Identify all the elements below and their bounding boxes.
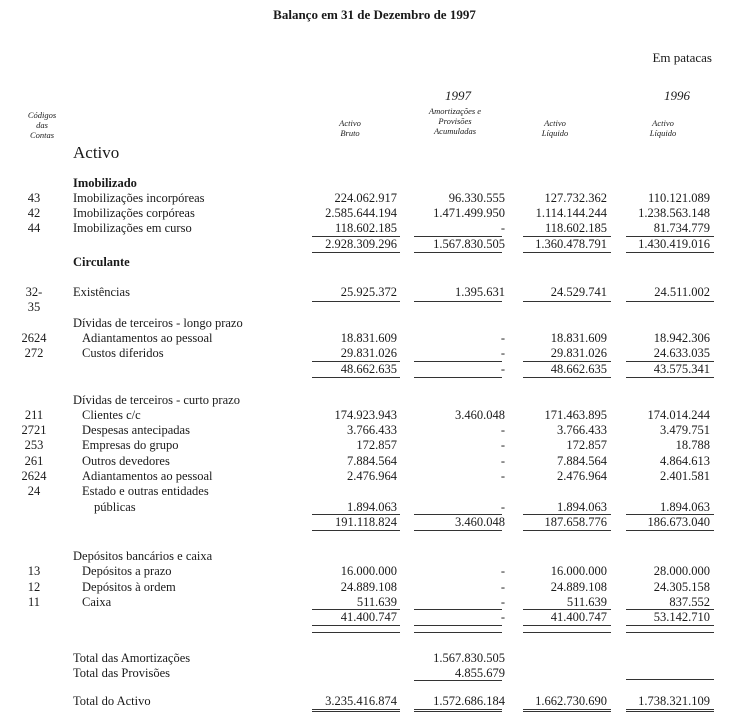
row-label: Dívidas de terceiros - curto prazo: [73, 393, 240, 407]
cell-gross: 2.928.309.296: [325, 237, 397, 251]
row-label: Clientes c/c: [82, 408, 141, 422]
row-label: Custos diferidos: [82, 346, 164, 360]
header-amort-line: Acumuladas: [433, 126, 477, 136]
cell-amort: -: [500, 438, 505, 452]
row-label: Estado e outras entidades: [82, 484, 209, 498]
cell-prev: 24.633.035: [653, 346, 710, 360]
cell-amort: -: [500, 500, 505, 514]
rule: [312, 530, 400, 531]
rule: [312, 301, 400, 302]
cell-net: 3.766.433: [557, 423, 607, 437]
header-codes-line: das: [36, 120, 48, 130]
row-label: Imobilizado: [73, 176, 137, 190]
cell-prev: 4.864.613: [660, 454, 710, 468]
header-codes: [22, 110, 62, 140]
table-row: [0, 500, 749, 515]
row-code: 24: [27, 484, 41, 498]
cell-net: 16.000.000: [550, 564, 607, 578]
year-previous: 1996: [664, 88, 690, 103]
cell-gross: 7.884.564: [347, 454, 397, 468]
rule: [312, 709, 400, 710]
cell-amort: -: [500, 221, 505, 235]
year-current: 1997: [445, 88, 471, 103]
row-label: Outros devedores: [82, 454, 170, 468]
cell-amort: -: [500, 454, 505, 468]
table-row: [0, 580, 749, 595]
cell-amort: 1.567.830.505: [433, 237, 505, 251]
cell-gross: 16.000.000: [340, 564, 397, 578]
row-label: Despesas antecipadas: [82, 423, 190, 437]
cell-gross: 118.602.185: [334, 221, 397, 235]
grand-total-row: [0, 694, 749, 709]
group-header-row: [0, 316, 749, 331]
rule: [523, 530, 611, 531]
table-row: [0, 423, 749, 438]
rule: [312, 625, 400, 626]
page-title: Balanço em 31 de Dezembro de 1997: [273, 7, 476, 22]
row-code: 12: [27, 580, 41, 594]
row-label: Total do Activo: [73, 694, 151, 708]
row-code: 13: [27, 564, 41, 578]
cell-net: 24.529.741: [550, 285, 607, 299]
cell-net: 18.831.609: [550, 331, 607, 345]
table-row: [0, 595, 749, 610]
cell-prev: 53.142.710: [653, 610, 710, 624]
cell-prev: 43.575.341: [653, 362, 710, 376]
table-row: [0, 191, 749, 206]
rule: [414, 711, 502, 712]
cell-gross: 2.476.964: [347, 469, 397, 483]
cell-prev: 1.738.321.109: [638, 694, 710, 708]
cell-amort: 1.471.499.950: [433, 206, 505, 220]
cell-net: 1.114.144.244: [535, 206, 607, 220]
cell-amort: -: [500, 580, 505, 594]
header-net-prev-line: Líquido: [649, 128, 677, 138]
cell-gross: 3.766.433: [347, 423, 397, 437]
cell-net: 1.662.730.690: [535, 694, 607, 708]
cell-net: 48.662.635: [550, 362, 607, 376]
cell-prev: 1.238.563.148: [638, 206, 710, 220]
subtotal-row: [0, 237, 749, 252]
subtotal-row: [0, 515, 749, 530]
rule: [414, 377, 502, 378]
rule: [626, 301, 714, 302]
cell-prev: 81.734.779: [653, 221, 710, 235]
cell-prev: 24.511.002: [654, 285, 710, 299]
group-header-row: [0, 255, 749, 270]
row-label: Imobilizações em curso: [73, 221, 192, 235]
table-row: [0, 206, 749, 221]
row-code: 211: [24, 408, 44, 422]
rule: [414, 709, 502, 710]
rule: [523, 252, 611, 253]
row-label: Depósitos à ordem: [82, 580, 176, 594]
row-label: públicas: [94, 500, 136, 514]
cell-amort: -: [500, 469, 505, 483]
rule: [414, 252, 502, 253]
row-label: Dívidas de terceiros - longo prazo: [73, 316, 243, 330]
section-title-activo: Activo: [73, 143, 120, 162]
cell-amort: 1.572.686.184: [433, 694, 505, 708]
header-amort: [415, 106, 495, 136]
row-label: Adiantamentos ao pessoal: [82, 469, 213, 483]
row-code: 272: [24, 346, 44, 360]
row-code: 42: [27, 206, 41, 220]
subtotal-row: [0, 362, 749, 377]
row-code: 32-35: [25, 285, 43, 314]
row-label: Depósitos a prazo: [82, 564, 172, 578]
cell-amort: 3.460.048: [455, 408, 505, 422]
cell-gross: 224.062.917: [334, 191, 397, 205]
cell-gross: 41.400.747: [340, 610, 397, 624]
cell-gross: 24.889.108: [340, 580, 397, 594]
rule: [312, 711, 400, 712]
header-net-line: Líquido: [541, 128, 569, 138]
group-header-row: [0, 393, 749, 408]
cell-net: 171.463.895: [544, 408, 607, 422]
cell-net: 1.894.063: [557, 500, 607, 514]
cell-amort: -: [500, 564, 505, 578]
row-code: 261: [24, 454, 44, 468]
cell-prev: 1.430.419.016: [638, 237, 710, 251]
cell-amort: -: [500, 595, 505, 609]
cell-net: 187.658.776: [544, 515, 607, 529]
cell-gross: 2.585.644.194: [325, 206, 397, 220]
header-gross-line: Bruto: [340, 128, 360, 138]
cell-prev: 174.014.244: [647, 408, 710, 422]
cell-net: 511.639: [566, 595, 607, 609]
table-row: [0, 438, 749, 453]
header-codes-line: Contas: [29, 130, 55, 140]
header-amort-line: Amortizações e: [428, 106, 482, 116]
cell-gross: 1.894.063: [347, 500, 397, 514]
table-row: [0, 454, 749, 469]
cell-amort: 96.330.555: [448, 191, 505, 205]
cell-gross: 29.831.026: [340, 346, 397, 360]
header-net-prev-line: Activo: [652, 118, 674, 128]
header-net-line: Activo: [544, 118, 566, 128]
cell-prev: 110.121.089: [647, 191, 710, 205]
row-label: Caixa: [82, 595, 112, 609]
cell-net: 7.884.564: [557, 454, 607, 468]
rule: [414, 632, 502, 633]
cell-gross: 48.662.635: [340, 362, 397, 376]
row-label: Adiantamentos ao pessoal: [82, 331, 213, 345]
cell-prev: 3.479.751: [660, 423, 710, 437]
row-label: Empresas do grupo: [82, 438, 179, 452]
rule: [626, 711, 714, 712]
rule: [414, 530, 502, 531]
row-code: 44: [27, 221, 41, 235]
rule: [626, 709, 714, 710]
cell-net: 118.602.185: [544, 221, 607, 235]
row-label: Imobilizações incorpóreas: [73, 191, 205, 205]
group-header-row: [0, 176, 749, 191]
rule: [626, 530, 714, 531]
table-row: [0, 469, 749, 484]
total-row: [0, 651, 749, 666]
row-code: 2721: [21, 423, 47, 437]
cell-gross: 511.639: [356, 595, 397, 609]
group-header-row: [0, 549, 749, 564]
cell-gross: 18.831.609: [340, 331, 397, 345]
rule: [523, 709, 611, 710]
cell-amort: -: [500, 331, 505, 345]
cell-net: 41.400.747: [550, 610, 607, 624]
cell-prev: 2.401.581: [660, 469, 710, 483]
cell-amort: -: [500, 362, 505, 376]
cell-amort: -: [500, 346, 505, 360]
cell-amort: 1.567.830.505: [433, 651, 505, 665]
rule: [626, 252, 714, 253]
cell-prev: 18.942.306: [653, 331, 710, 345]
table-row: [0, 408, 749, 423]
header-gross-line: Activo: [339, 118, 361, 128]
cell-amort: -: [500, 610, 505, 624]
cell-gross: 191.118.824: [334, 515, 397, 529]
rule: [523, 711, 611, 712]
rule: [523, 632, 611, 633]
cell-amort: 1.395.631: [455, 285, 505, 299]
table-row: [0, 346, 749, 361]
rule: [523, 377, 611, 378]
row-code: 43: [27, 191, 41, 205]
table-row: [0, 221, 749, 236]
table-row: [0, 331, 749, 346]
cell-prev: 18.788: [675, 438, 710, 452]
cell-prev: 186.673.040: [647, 515, 710, 529]
rule: [414, 301, 502, 302]
cell-net: 172.857: [566, 438, 607, 452]
rule: [414, 625, 502, 626]
row-label: Imobilizações corpóreas: [73, 206, 195, 220]
cell-gross: 174.923.943: [334, 408, 397, 422]
table-row: [0, 285, 749, 314]
cell-amort: 3.460.048: [455, 515, 505, 529]
header-gross: [325, 118, 375, 138]
cell-net: 1.360.478.791: [535, 237, 607, 251]
subtotal-row: [0, 610, 749, 625]
header-codes-line: Códigos: [27, 110, 57, 120]
cell-gross: 3.235.416.874: [325, 694, 397, 708]
row-label: Depósitos bancários e caixa: [73, 549, 213, 563]
rule: [414, 680, 502, 681]
cell-net: 2.476.964: [557, 469, 607, 483]
table-row: [0, 484, 749, 499]
row-label: Total das Provisões: [73, 666, 171, 680]
cell-prev: 24.305.158: [653, 580, 710, 594]
cell-amort: 4.855.679: [455, 666, 505, 680]
currency-unit: Em patacas: [652, 50, 712, 65]
row-label: Existências: [73, 285, 130, 299]
cell-prev: 1.894.063: [660, 500, 710, 514]
rule: [626, 679, 714, 680]
row-code: 2624: [21, 469, 47, 483]
cell-amort: -: [500, 423, 505, 437]
rule: [312, 377, 400, 378]
cell-gross: 25.925.372: [340, 285, 397, 299]
cell-net: 29.831.026: [550, 346, 607, 360]
rule: [626, 377, 714, 378]
row-code: 253: [24, 438, 44, 452]
cell-gross: 172.857: [356, 438, 397, 452]
header-net-prev: [638, 118, 688, 138]
rule: [312, 252, 400, 253]
row-label: Circulante: [73, 255, 130, 269]
row-code: 2624: [21, 331, 47, 345]
rule: [312, 632, 400, 633]
table-row: [0, 564, 749, 579]
row-code: 11: [27, 595, 41, 609]
cell-net: 127.732.362: [544, 191, 607, 205]
rule: [626, 632, 714, 633]
row-label: Total das Amortizações: [73, 651, 191, 665]
cell-net: 24.889.108: [550, 580, 607, 594]
cell-prev: 28.000.000: [653, 564, 710, 578]
rule: [626, 625, 714, 626]
header-net: [530, 118, 580, 138]
header-amort-line: Provisões: [438, 116, 472, 126]
cell-prev: 837.552: [669, 595, 710, 609]
rule: [523, 301, 611, 302]
rule: [523, 625, 611, 626]
